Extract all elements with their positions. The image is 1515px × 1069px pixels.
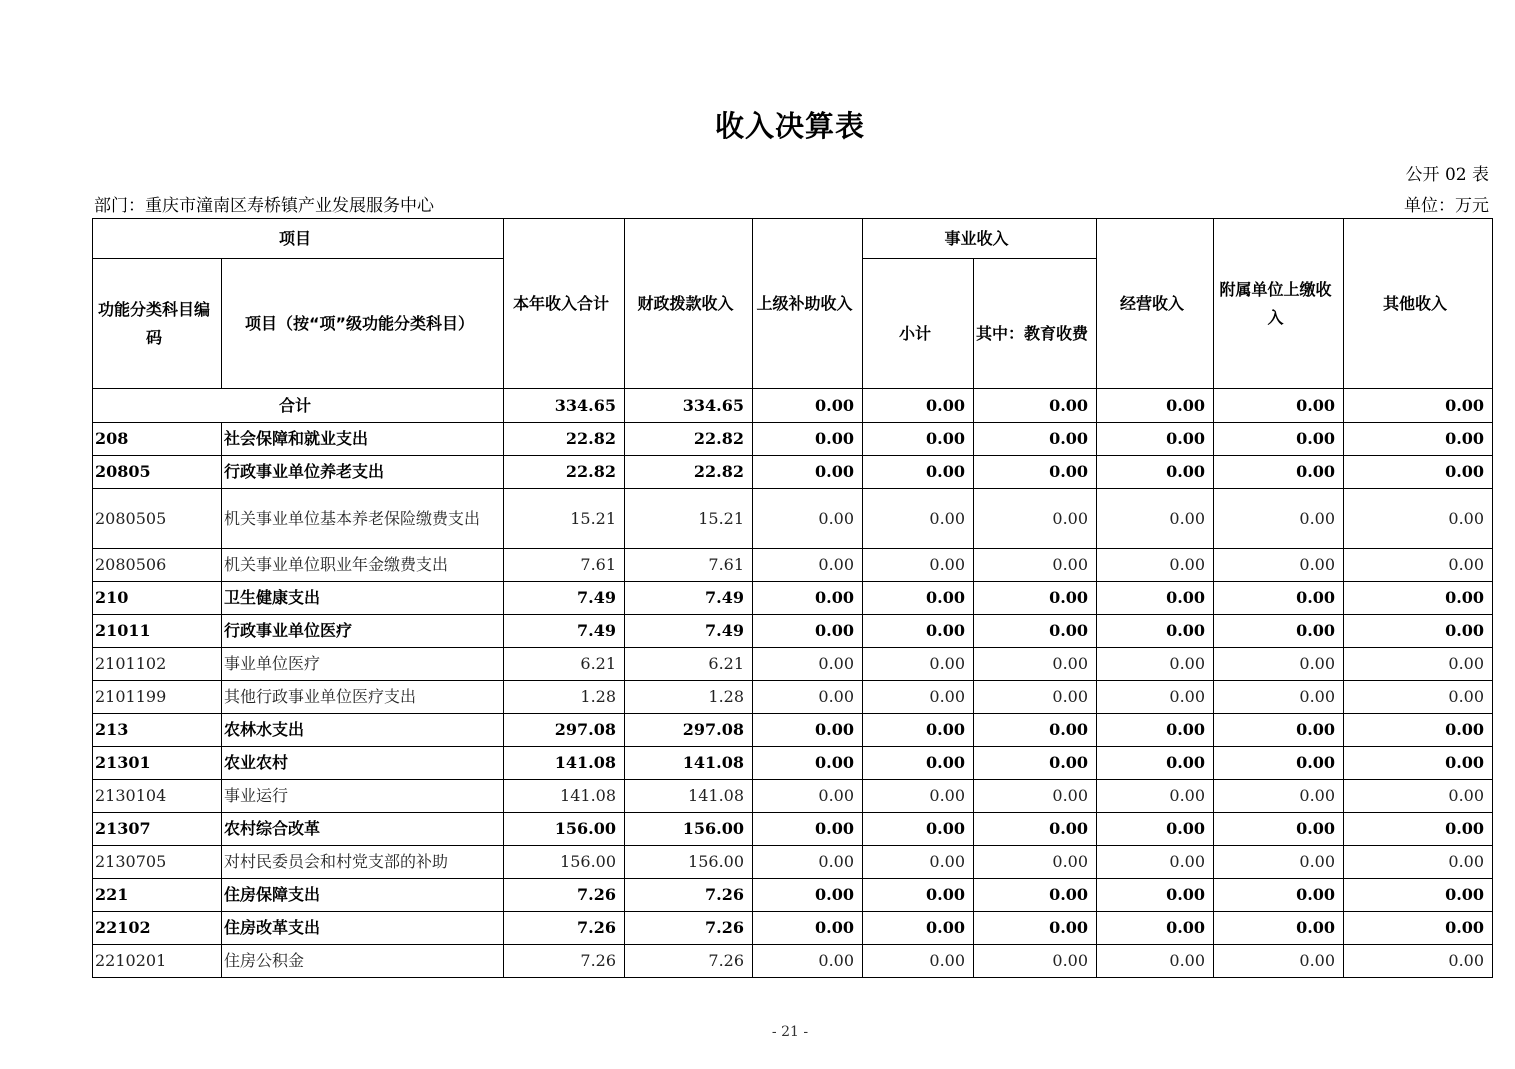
- row-subtotal: 0.00: [863, 747, 974, 780]
- summary-fiscal: 334.65: [625, 389, 753, 423]
- row-other: 0.00: [1344, 582, 1493, 615]
- row-superior: 0.00: [753, 456, 863, 489]
- row-operating: 0.00: [1097, 879, 1214, 912]
- row-operating: 0.00: [1097, 813, 1214, 846]
- row-education: 0.00: [974, 714, 1097, 747]
- table-row: [93, 549, 1493, 582]
- row-superior: 0.00: [753, 780, 863, 813]
- row-code: 208: [93, 423, 222, 456]
- row-code: 2130705: [93, 846, 222, 879]
- table-row: [93, 681, 1493, 714]
- row-fiscal: 7.26: [625, 912, 753, 945]
- row-education: 0.00: [974, 681, 1097, 714]
- row-name: 事业单位医疗: [222, 648, 504, 681]
- row-affiliated: 0.00: [1214, 945, 1344, 978]
- header-business: 事业收入: [863, 219, 1097, 259]
- row-fiscal: 156.00: [625, 813, 753, 846]
- row-education: 0.00: [974, 582, 1097, 615]
- row-code: 2101199: [93, 681, 222, 714]
- row-subtotal: 0.00: [863, 582, 974, 615]
- row-code: 2080506: [93, 549, 222, 582]
- row-education: 0.00: [974, 846, 1097, 879]
- row-code: 2080505: [93, 489, 222, 549]
- row-affiliated: 0.00: [1214, 423, 1344, 456]
- row-superior: 0.00: [753, 879, 863, 912]
- summary-operating: 0.00: [1097, 389, 1214, 423]
- row-total: 141.08: [504, 747, 625, 780]
- row-fiscal: 297.08: [625, 714, 753, 747]
- row-education: 0.00: [974, 747, 1097, 780]
- row-operating: 0.00: [1097, 615, 1214, 648]
- row-affiliated: 0.00: [1214, 648, 1344, 681]
- row-affiliated: 0.00: [1214, 615, 1344, 648]
- row-superior: 0.00: [753, 747, 863, 780]
- row-affiliated: 0.00: [1214, 582, 1344, 615]
- row-affiliated: 0.00: [1214, 489, 1344, 549]
- row-code: 2101102: [93, 648, 222, 681]
- table-row: [93, 846, 1493, 879]
- row-subtotal: 0.00: [863, 648, 974, 681]
- row-code: 213: [93, 714, 222, 747]
- header-affiliated: 附属单位上缴收入: [1214, 219, 1344, 389]
- row-education: 0.00: [974, 879, 1097, 912]
- row-subtotal: 0.00: [863, 456, 974, 489]
- row-fiscal: 7.61: [625, 549, 753, 582]
- row-fiscal: 7.26: [625, 879, 753, 912]
- row-total: 7.61: [504, 549, 625, 582]
- row-other: 0.00: [1344, 747, 1493, 780]
- row-education: 0.00: [974, 423, 1097, 456]
- summary-row: [93, 389, 1493, 423]
- summary-superior: 0.00: [753, 389, 863, 423]
- unit-label: 单位：万元: [1404, 196, 1489, 216]
- row-other: 0.00: [1344, 423, 1493, 456]
- row-fiscal: 7.49: [625, 615, 753, 648]
- row-superior: 0.00: [753, 714, 863, 747]
- row-other: 0.00: [1344, 615, 1493, 648]
- row-subtotal: 0.00: [863, 945, 974, 978]
- row-other: 0.00: [1344, 456, 1493, 489]
- table-row: [93, 780, 1493, 813]
- row-name: 机关事业单位基本养老保险缴费支出: [222, 489, 504, 549]
- row-name: 住房保障支出: [222, 879, 504, 912]
- row-operating: 0.00: [1097, 582, 1214, 615]
- table-row: [93, 615, 1493, 648]
- income-table: [92, 218, 1493, 978]
- row-fiscal: 7.49: [625, 582, 753, 615]
- row-other: 0.00: [1344, 879, 1493, 912]
- row-other: 0.00: [1344, 714, 1493, 747]
- row-operating: 0.00: [1097, 423, 1214, 456]
- row-operating: 0.00: [1097, 456, 1214, 489]
- row-name: 行政事业单位养老支出: [222, 456, 504, 489]
- row-operating: 0.00: [1097, 489, 1214, 549]
- row-subtotal: 0.00: [863, 780, 974, 813]
- row-education: 0.00: [974, 549, 1097, 582]
- row-superior: 0.00: [753, 846, 863, 879]
- row-superior: 0.00: [753, 945, 863, 978]
- table-body: [93, 389, 1493, 978]
- row-total: 7.26: [504, 879, 625, 912]
- table-row: [93, 423, 1493, 456]
- row-fiscal: 15.21: [625, 489, 753, 549]
- row-superior: 0.00: [753, 582, 863, 615]
- row-operating: 0.00: [1097, 780, 1214, 813]
- row-fiscal: 6.21: [625, 648, 753, 681]
- row-other: 0.00: [1344, 846, 1493, 879]
- table-row: [93, 648, 1493, 681]
- row-superior: 0.00: [753, 648, 863, 681]
- row-total: 22.82: [504, 423, 625, 456]
- row-name: 社会保障和就业支出: [222, 423, 504, 456]
- row-operating: 0.00: [1097, 648, 1214, 681]
- row-fiscal: 1.28: [625, 681, 753, 714]
- row-total: 156.00: [504, 846, 625, 879]
- summary-affiliated: 0.00: [1214, 389, 1344, 423]
- table-row: [93, 945, 1493, 978]
- header-name: 项目（按“项”级功能分类科目）: [222, 259, 504, 389]
- row-superior: 0.00: [753, 549, 863, 582]
- row-subtotal: 0.00: [863, 489, 974, 549]
- table-row: [93, 912, 1493, 945]
- row-affiliated: 0.00: [1214, 714, 1344, 747]
- row-total: 15.21: [504, 489, 625, 549]
- summary-total: 334.65: [504, 389, 625, 423]
- row-education: 0.00: [974, 456, 1097, 489]
- row-superior: 0.00: [753, 489, 863, 549]
- row-fiscal: 141.08: [625, 780, 753, 813]
- row-other: 0.00: [1344, 549, 1493, 582]
- header-operating: 经营收入: [1097, 219, 1214, 389]
- table-row: [93, 714, 1493, 747]
- row-subtotal: 0.00: [863, 615, 974, 648]
- header-subtotal: 小计: [863, 259, 974, 389]
- row-other: 0.00: [1344, 681, 1493, 714]
- row-other: 0.00: [1344, 489, 1493, 549]
- row-code: 221: [93, 879, 222, 912]
- table-row: [93, 813, 1493, 846]
- row-name: 住房公积金: [222, 945, 504, 978]
- row-affiliated: 0.00: [1214, 456, 1344, 489]
- page-title: 收入决算表: [714, 109, 865, 143]
- row-code: 21301: [93, 747, 222, 780]
- row-name: 其他行政事业单位医疗支出: [222, 681, 504, 714]
- row-operating: 0.00: [1097, 714, 1214, 747]
- table-row: [93, 456, 1493, 489]
- header-project: 项目: [93, 219, 504, 259]
- row-total: 7.49: [504, 615, 625, 648]
- row-code: 21307: [93, 813, 222, 846]
- row-fiscal: 22.82: [625, 423, 753, 456]
- row-affiliated: 0.00: [1214, 912, 1344, 945]
- row-total: 7.49: [504, 582, 625, 615]
- row-name: 卫生健康支出: [222, 582, 504, 615]
- row-total: 1.28: [504, 681, 625, 714]
- row-code: 21011: [93, 615, 222, 648]
- row-code: 2130104: [93, 780, 222, 813]
- row-subtotal: 0.00: [863, 549, 974, 582]
- header-code: 功能分类科目编码: [93, 259, 222, 389]
- summary-subtotal: 0.00: [863, 389, 974, 423]
- row-superior: 0.00: [753, 615, 863, 648]
- row-code: 2210201: [93, 945, 222, 978]
- row-other: 0.00: [1344, 813, 1493, 846]
- table-row: [93, 879, 1493, 912]
- row-subtotal: 0.00: [863, 714, 974, 747]
- summary-label: 合计: [93, 389, 504, 423]
- row-subtotal: 0.00: [863, 879, 974, 912]
- row-superior: 0.00: [753, 681, 863, 714]
- row-education: 0.00: [974, 780, 1097, 813]
- header-other: 其他收入: [1344, 219, 1493, 389]
- row-operating: 0.00: [1097, 747, 1214, 780]
- row-education: 0.00: [974, 945, 1097, 978]
- row-education: 0.00: [974, 648, 1097, 681]
- row-total: 7.26: [504, 912, 625, 945]
- row-education: 0.00: [974, 912, 1097, 945]
- row-fiscal: 22.82: [625, 456, 753, 489]
- row-other: 0.00: [1344, 648, 1493, 681]
- row-subtotal: 0.00: [863, 912, 974, 945]
- row-code: 22102: [93, 912, 222, 945]
- row-other: 0.00: [1344, 780, 1493, 813]
- table-row: [93, 582, 1493, 615]
- row-code: 210: [93, 582, 222, 615]
- row-affiliated: 0.00: [1214, 846, 1344, 879]
- row-name: 农林水支出: [222, 714, 504, 747]
- row-affiliated: 0.00: [1214, 549, 1344, 582]
- row-subtotal: 0.00: [863, 681, 974, 714]
- row-name: 农业农村: [222, 747, 504, 780]
- row-name: 行政事业单位医疗: [222, 615, 504, 648]
- row-name: 住房改革支出: [222, 912, 504, 945]
- row-operating: 0.00: [1097, 681, 1214, 714]
- row-other: 0.00: [1344, 945, 1493, 978]
- row-superior: 0.00: [753, 813, 863, 846]
- row-total: 6.21: [504, 648, 625, 681]
- row-code: 20805: [93, 456, 222, 489]
- row-total: 297.08: [504, 714, 625, 747]
- row-name: 对村民委员会和村党支部的补助: [222, 846, 504, 879]
- row-operating: 0.00: [1097, 549, 1214, 582]
- row-fiscal: 156.00: [625, 846, 753, 879]
- row-name: 机关事业单位职业年金缴费支出: [222, 549, 504, 582]
- row-name: 农村综合改革: [222, 813, 504, 846]
- page-number: - 21 -: [771, 1024, 809, 1040]
- row-affiliated: 0.00: [1214, 780, 1344, 813]
- header-education: 其中：教育收费: [974, 259, 1097, 389]
- row-operating: 0.00: [1097, 912, 1214, 945]
- department-label: 部门：重庆市潼南区寿桥镇产业发展服务中心: [94, 196, 434, 216]
- row-affiliated: 0.00: [1214, 747, 1344, 780]
- row-affiliated: 0.00: [1214, 681, 1344, 714]
- summary-other: 0.00: [1344, 389, 1493, 423]
- row-affiliated: 0.00: [1214, 879, 1344, 912]
- form-number: 公开 02 表: [1405, 165, 1489, 185]
- row-total: 141.08: [504, 780, 625, 813]
- row-name: 事业运行: [222, 780, 504, 813]
- row-total: 7.26: [504, 945, 625, 978]
- row-fiscal: 141.08: [625, 747, 753, 780]
- row-superior: 0.00: [753, 423, 863, 456]
- table-row: [93, 747, 1493, 780]
- row-education: 0.00: [974, 813, 1097, 846]
- summary-education: 0.00: [974, 389, 1097, 423]
- row-operating: 0.00: [1097, 945, 1214, 978]
- row-education: 0.00: [974, 489, 1097, 549]
- row-education: 0.00: [974, 615, 1097, 648]
- row-fiscal: 7.26: [625, 945, 753, 978]
- header-total: 本年收入合计: [504, 219, 625, 389]
- row-affiliated: 0.00: [1214, 813, 1344, 846]
- row-other: 0.00: [1344, 912, 1493, 945]
- header-fiscal: 财政拨款收入: [625, 219, 753, 389]
- table-row: [93, 489, 1493, 549]
- row-subtotal: 0.00: [863, 846, 974, 879]
- row-total: 22.82: [504, 456, 625, 489]
- row-subtotal: 0.00: [863, 813, 974, 846]
- row-total: 156.00: [504, 813, 625, 846]
- header-superior: 上级补助收入: [753, 219, 863, 389]
- row-subtotal: 0.00: [863, 423, 974, 456]
- row-superior: 0.00: [753, 912, 863, 945]
- row-operating: 0.00: [1097, 846, 1214, 879]
